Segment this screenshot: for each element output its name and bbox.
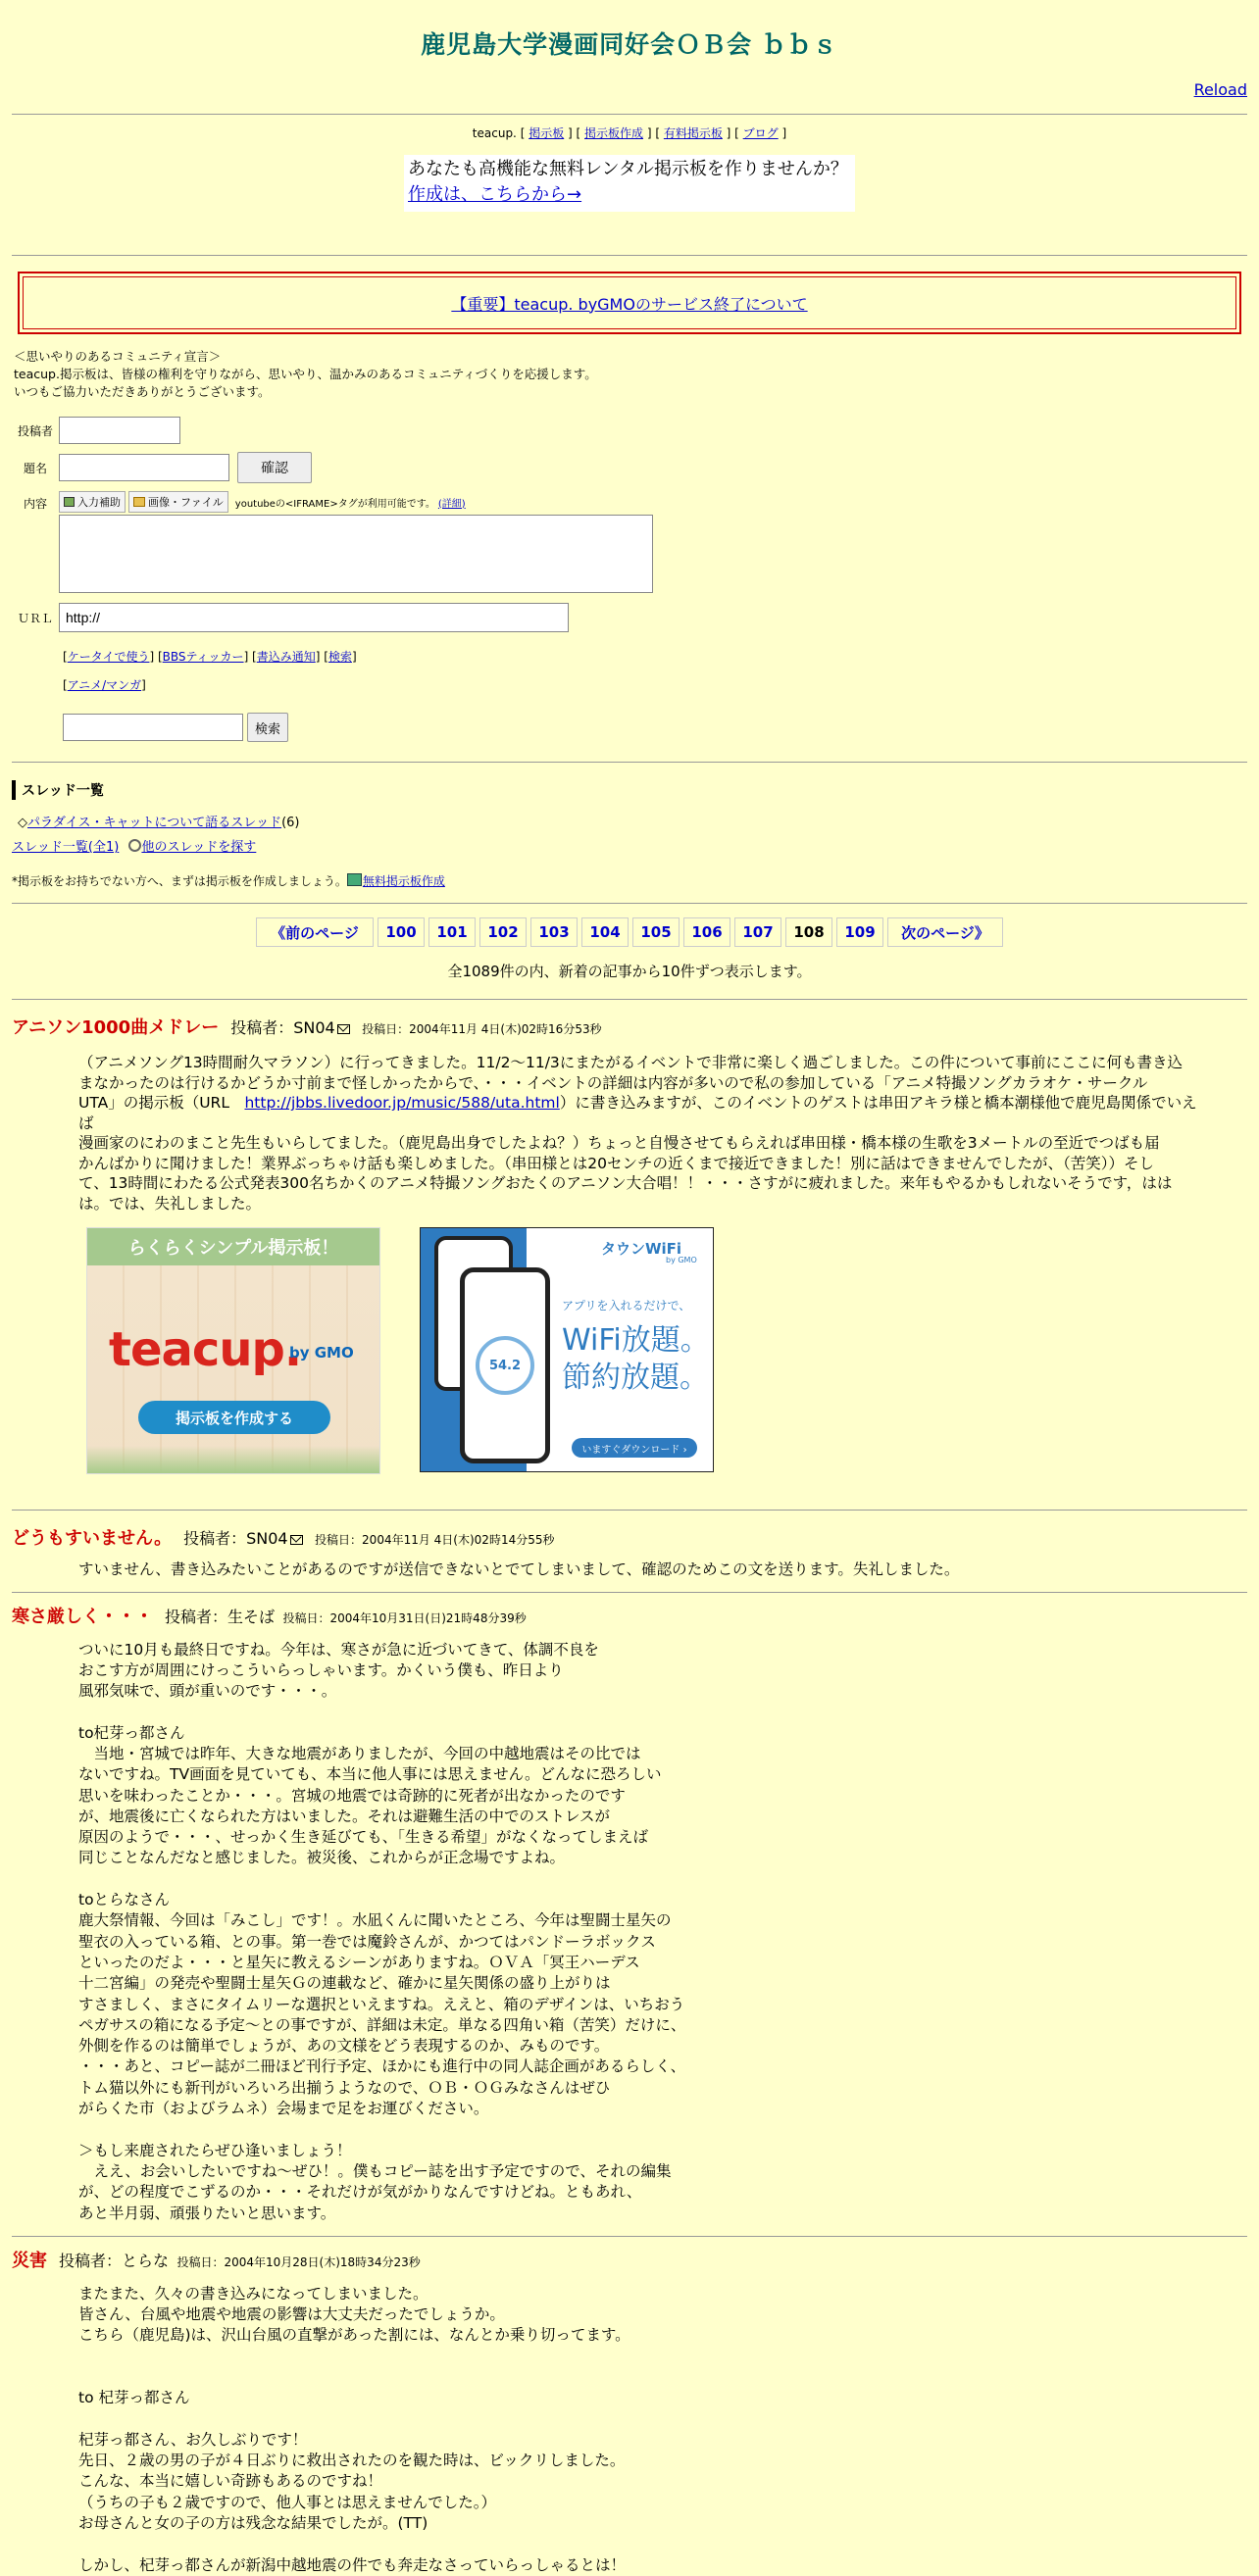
category-links: [アニメ/マンガ] xyxy=(63,678,146,692)
input-assist-label: 入力補助 xyxy=(77,496,121,509)
current-page: 108 xyxy=(785,917,832,947)
post-line: トム猫以外にも新刊がいろいろ出揃うようなので、ＯＢ・ＯＧみなさんはぜひ xyxy=(78,2078,611,2097)
post xyxy=(0,1014,1259,1486)
page-button[interactable]: 102 xyxy=(479,917,527,947)
post-line: 皆さん、台風や地震や地震の影響は大丈夫だったでしょうか。 xyxy=(78,2305,505,2324)
keyboard-icon xyxy=(64,497,75,507)
post-body xyxy=(78,1640,1208,2224)
divider xyxy=(12,1592,1247,1593)
post-line: こちら（鹿児島)は、沢山台風の直撃があった割には、なんとか乗り切ってます。 xyxy=(78,2326,630,2345)
post-line: 原因のようで・・・、せっかく生き延びても、「生きる希望」がなくなってしまえば xyxy=(78,1828,648,1847)
post-date: 投稿日：2004年11月 4日(木)02時14分55秒 xyxy=(315,1533,555,1547)
reload-link[interactable]: Reload xyxy=(1193,80,1247,99)
declaration-heading: ＜思いやりのあるコミュニティ宣言＞ xyxy=(14,349,222,364)
post-line: こんな、本当に嬉しい奇跡もあるのですね！ xyxy=(78,2472,383,2491)
page-button[interactable]: 109 xyxy=(836,917,883,947)
nav-link-paid-bbs[interactable]: 有料掲示板 xyxy=(663,126,723,140)
download-banner-button: いますぐダウンロード › xyxy=(572,1438,697,1458)
post-line: あと半月弱、頑張りたいと思います。 xyxy=(78,2204,336,2222)
townwifi-gmo-label: by GMO xyxy=(666,1256,697,1264)
post xyxy=(0,2247,1259,2576)
mobile-link[interactable]: ケータイで使う xyxy=(67,650,150,664)
prev-page-button[interactable]: 《前のページ xyxy=(256,917,374,947)
ad-box xyxy=(404,155,855,212)
youtube-note: youtubeの<IFRAME>タグが利用可能です。 xyxy=(234,498,435,510)
post-body xyxy=(78,2284,1208,2576)
post-author: 投稿者：SN04 xyxy=(230,1018,335,1037)
post-line: がらくた市（およびラムネ）会場まで足をお運びください。 xyxy=(78,2100,489,2118)
teacup-logo: teacup. xyxy=(109,1322,302,1377)
post-line: to 杞芽っ都さん xyxy=(78,2389,190,2407)
page-title: 鹿児島大学漫画同好会ＯＢ会 ｂｂｓ xyxy=(421,30,838,59)
banner-text-1: アプリを入れるだけで、 xyxy=(562,1299,691,1313)
url-label: ＵＲＬ xyxy=(17,611,53,625)
search-button[interactable]: 検索 xyxy=(247,713,288,742)
nav-link-create-bbs[interactable]: 掲示板作成 xyxy=(584,126,644,140)
thread-list-link[interactable]: スレッド一覧(全1) xyxy=(12,840,120,855)
post-body xyxy=(78,1560,1208,1580)
community-declaration xyxy=(12,348,1247,401)
post-line: ええ、お会いしたいですね～ぜひ！。僕もコピー誌を出す予定ですので、それの編集 xyxy=(78,2161,672,2180)
page-button[interactable]: 100 xyxy=(378,917,425,947)
image-file-button[interactable] xyxy=(128,491,228,513)
post-title: 寒さ厳しく・・・ xyxy=(12,1606,153,1627)
create-bbs-link[interactable]: 無料掲示板作成 xyxy=(362,874,445,888)
post-line: 当地・宮城では昨年、大きな地震がありましたが、今回の中越地震はその比では xyxy=(78,1744,641,1762)
board-icon xyxy=(347,873,362,886)
post-title: 災害 xyxy=(12,2250,47,2271)
post-line: お母さんと女の子の方は残念な結果でしたが。(TT) xyxy=(78,2514,428,2533)
divider xyxy=(12,762,1247,763)
post-line xyxy=(78,2409,1208,2430)
nav-link-bbs[interactable]: 掲示板 xyxy=(529,126,565,140)
post-line: 聖衣の入っている箱、との事。第一巻では魔鈴さんが、かつてはパンドーラボックス xyxy=(78,1932,656,1951)
divider xyxy=(12,1510,1247,1511)
post-line: すいません、書き込みたいことがあるのですが送信できないとでてしまいまして、確認のためこの文を送ります。失礼しました。 xyxy=(78,1560,960,1578)
page-button[interactable]: 101 xyxy=(428,917,476,947)
post-line: ないですね。TV画面を見ていても、本当に他人事には思えません。どんなに恐ろしい xyxy=(78,1765,662,1784)
input-assist-button[interactable] xyxy=(59,491,126,513)
ticker-link[interactable]: BBSティッカー xyxy=(162,650,244,664)
anime-manga-link[interactable]: アニメ/マンガ xyxy=(67,678,142,692)
post-line: おこす方が周囲にけっこういらっしゃいます。かくいう僕も、昨日より xyxy=(78,1660,564,1679)
townwifi-logo: タウンWiFi xyxy=(601,1240,682,1258)
post-line xyxy=(78,1702,1208,1722)
subject-input[interactable] xyxy=(59,454,229,481)
thread-list-heading: スレッド一覧 xyxy=(12,780,1247,800)
subject-label: 題名 xyxy=(23,461,47,475)
post-line: 漫画家のにわのまこと先生もいらしてました。（鹿児島出身でしたよね？）ちょっと自慢させてもらえれば串田様・橋本様の生歌を3メートルの至近でつばも届 xyxy=(78,1134,1160,1152)
mail-icon[interactable] xyxy=(337,1024,350,1034)
divider xyxy=(12,114,1247,115)
page-button[interactable]: 105 xyxy=(632,917,680,947)
declaration-text: teacup.掲示板は、皆様の権利を守りながら、思いやり、温かみのあるコミュニティづくりを応援します。 xyxy=(14,367,597,381)
divider xyxy=(12,999,1247,1000)
ad-text: あなたも高機能な無料レンタル掲示板を作りませんか？ xyxy=(408,159,848,179)
url-input[interactable] xyxy=(59,603,569,632)
thread-count: (6) xyxy=(281,816,300,830)
nav-link-blog[interactable]: ブログ xyxy=(742,126,779,140)
declaration-thanks: いつもご協力いただきありがとうございます。 xyxy=(14,384,271,399)
search-link[interactable]: 検索 xyxy=(327,650,352,664)
thread-nav xyxy=(12,836,1247,855)
post-author: 投稿者：とらな xyxy=(59,2251,170,2270)
post-date: 投稿日：2004年10月28日(木)18時34分23秒 xyxy=(176,2254,421,2269)
post-line: すさましく、まさにタイムリーな選択といえますね。ええと、箱のデザインは、いちおう xyxy=(78,1995,685,2013)
folder-icon xyxy=(133,497,145,507)
confirm-button[interactable]: 確認 xyxy=(237,452,312,483)
page-button[interactable]: 103 xyxy=(530,917,578,947)
post-line: to杞芽っ都さん xyxy=(78,1723,185,1742)
post-line: て、13時間にわたる公式発表300名ちかくのアニメ特撮ソングおたくのアニソン大合唱！！・・・さすがに疲れました。来年もやるかもしれないそうです，はは xyxy=(78,1174,1173,1192)
divider xyxy=(12,903,1247,904)
next-page-button[interactable]: 次のページ》 xyxy=(887,917,1003,947)
post-line: ）に書き込みますが、このイベントのゲストは串田アキラ様と橋本潮様他で鹿児島関係でいえば xyxy=(78,1094,1197,1132)
thread-link[interactable]: パラダイス・キャットについて語るスレッド xyxy=(27,816,282,830)
townwifi-ad-banner[interactable] xyxy=(420,1227,714,1472)
post-line: といったのだよ・・・と星矢に教えるシーンがありますね。ＯＶＡ「冥王ハーデス xyxy=(78,1953,640,1971)
post-line: 十二宮編」の発売や聖闘士星矢Ｇの連載など、確かに星矢関係の盛り上がりは xyxy=(78,1974,611,1993)
post-line xyxy=(78,2347,1208,2367)
post-line: 思いを味わったことか・・・。宮城の地震では奇跡的に死者が出なかったのです xyxy=(78,1786,626,1805)
create-bbs-banner-button: 掲示板を作成する xyxy=(138,1401,330,1434)
post-count-summary: 全1089件の内、新着の記事から10件ずつ表示します。 xyxy=(447,963,812,980)
post-line: かんばかりに聞けました！業界ぶっちゃけ話も楽しめました。（串田様とは20センチの近くまで接近できました！別に話はできませんでしたが、（苦笑））そし xyxy=(78,1154,1154,1172)
divider xyxy=(12,2236,1247,2237)
post-line: ・・・あと、コピー誌が二冊ほど刊行予定、ほかにも進行中の同人誌企画があるらしく、 xyxy=(78,2057,686,2076)
post-line: まなかったのは行けるかどうか寸前まで怪しかったからで、・・・イベントの詳細は内容が多いので私の参加している「アニメ特撮ソングカラオケ・サークル xyxy=(78,1073,1148,1092)
form-links: [ケータイで使う] [BBSティッカー] [書込み通知] [検索] xyxy=(63,650,357,664)
phone-icon xyxy=(460,1267,550,1463)
ad-link[interactable]: 作成は、こちらから→ xyxy=(408,184,582,205)
post-line: またまた、久々の書き込みになってしまいました。 xyxy=(78,2284,428,2303)
divider xyxy=(12,255,1247,256)
create-note-text: *掲示板をお持ちでない方へ、まずは掲示板を作成しましょう。 xyxy=(12,874,347,888)
post-line: toとらなさん xyxy=(78,1891,171,1909)
post-line: UTA」の掲示板（URL xyxy=(78,1094,245,1112)
poster-label: 投稿者 xyxy=(17,423,53,438)
post-line xyxy=(78,2534,1208,2554)
post-line: ついに10月も最終日ですね。今年は、寒さが急に近づいてきて、体調不良を xyxy=(78,1640,599,1659)
post-line: 先日、２歳の男の子が４日ぶりに救出されたのを観た時は、ビックリしました。 xyxy=(78,2452,626,2470)
detail-link[interactable]: (詳細) xyxy=(437,498,466,510)
post-author: 投稿者：SN04 xyxy=(183,1529,288,1548)
post-body xyxy=(78,1053,1208,1214)
notice-link[interactable]: 【重要】teacup. byGMOのサービス終了について xyxy=(451,294,808,314)
post-line: が、どの程度でこずるのか・・・それだけが気がかりなんですけどね。ともあれ、 xyxy=(78,2183,642,2202)
banner-headline: らくらくシンプル掲示板！ xyxy=(87,1228,379,1265)
post-line xyxy=(78,2367,1208,2388)
post-url-link[interactable]: http://jbbs.livedoor.jp/music/588/uta.html xyxy=(244,1094,560,1112)
notify-link[interactable]: 書込み通知 xyxy=(256,650,316,664)
thread-item: ◇パラダイス・キャットについて語るスレッド(6) xyxy=(18,816,300,830)
post-date: 投稿日：2004年10月31日(日)21時48分39秒 xyxy=(282,1610,527,1625)
post-line: （うちの子も２歳ですので、他人事とは思えませんでした。） xyxy=(78,2493,496,2511)
poster-input[interactable] xyxy=(59,417,180,444)
post-line xyxy=(78,1869,1208,1890)
post xyxy=(0,1603,1259,2224)
post-author: 投稿者：生そば xyxy=(165,1607,276,1626)
post-line: しかし、杞芽っ都さんが新潟中越地震の件でも奔走なさっていらっしゃるとは！ xyxy=(78,2555,627,2574)
post-line: 同じことなんだなと感じました。被災後、これからが正念場ですよね。 xyxy=(78,1849,566,1867)
post-line: 杞芽っ都さん、お久しぶりです！ xyxy=(78,2430,308,2449)
brand-label: teacup. xyxy=(472,126,517,140)
post xyxy=(0,1524,1259,1580)
post-title: どうもすいません。 xyxy=(12,1528,173,1549)
search-thread-icon xyxy=(128,839,141,852)
gmo-label: by GMO xyxy=(289,1344,354,1362)
post-line: ペガサスの箱になる予定～との事ですが、詳細は未定。単なる四角い箱（苦笑）だけに、 xyxy=(78,2015,686,2034)
post-line: が、地震後に亡くなられた方はいました。それは避難生活の中でのストレスが xyxy=(78,1807,611,1825)
teacup-ad-banner[interactable] xyxy=(86,1227,380,1474)
page-button[interactable]: 106 xyxy=(683,917,730,947)
notice-box xyxy=(18,272,1241,334)
post-title: アニソン1000曲メドレー xyxy=(12,1017,220,1038)
top-nav: teacup. [ 掲示板 ] [ 掲示板作成 ] [ 有料掲示板 ] [ ブログ ] xyxy=(472,126,787,140)
content-label: 内容 xyxy=(23,497,47,511)
post-line: 鹿大祭情報、今回は「みこし」です！。水凪くんに聞いたところ、今年は聖闘士星矢の xyxy=(78,1911,672,1930)
banner-text-3: 節約放題。 xyxy=(562,1361,709,1395)
page-button[interactable]: 107 xyxy=(734,917,781,947)
post-line: ＞もし来鹿されたらぜひ逢いましょう！ xyxy=(78,2141,352,2159)
post-date: 投稿日：2004年11月 4日(木)02時16分53秒 xyxy=(362,1022,602,1036)
banner-area xyxy=(12,1227,1247,1486)
post-line: 風邪気味で、頭が重いのです・・・。 xyxy=(78,1682,337,1701)
post-line: は。では、失礼しました。 xyxy=(78,1194,262,1213)
pager xyxy=(0,917,1259,947)
mail-icon[interactable] xyxy=(290,1535,303,1545)
banner-text-2: WiFi放題。 xyxy=(562,1323,710,1358)
post-line: （アニメソング13時間耐久マラソン）に行ってきました。11/2～11/3にまたがるイベントで非常に楽しく過ごしました。この件について事前にここに何も書き込 xyxy=(78,1054,1183,1071)
image-file-label: 画像・ファイル xyxy=(148,496,224,509)
speed-gauge: 54.2 xyxy=(476,1336,534,1395)
post-line xyxy=(78,2119,1208,2140)
post-line: 外側を作るのは簡単でしょうが、あの文様をどう表現するのか、みものです。 xyxy=(78,2037,610,2056)
page-button[interactable]: 104 xyxy=(581,917,629,947)
search-input[interactable] xyxy=(63,714,243,741)
content-textarea[interactable] xyxy=(59,515,653,593)
post-form xyxy=(12,417,1247,742)
create-note xyxy=(12,872,1247,889)
other-thread-link[interactable]: 他のスレッドを探す xyxy=(141,840,257,855)
